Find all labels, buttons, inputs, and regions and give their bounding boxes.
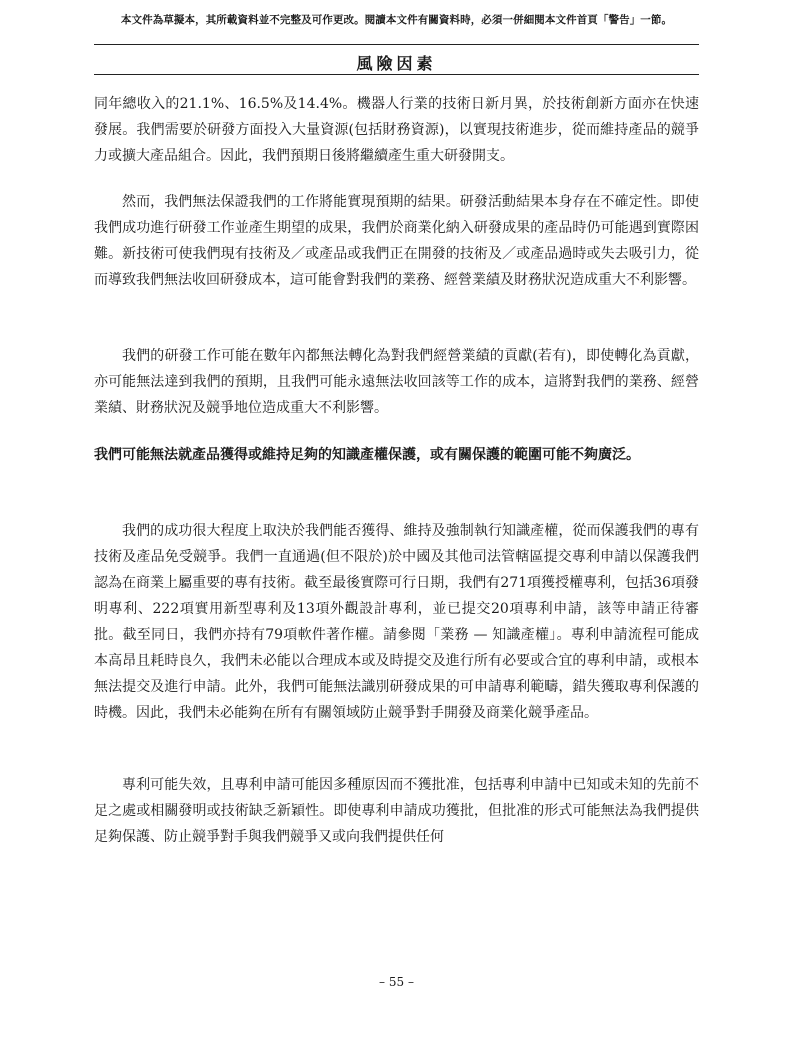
paragraph-4: 我們的成功很大程度上取決於我們能否獲得、維持及強制執行知識產權，從而保護我們的專有技術及產品免受競爭。我們一直通過(但不限於)於中國及其他司法管轄區提交專利申請以保護我們認為在商業上屬重要的專有技術。截至最後實際可行日期，我們有271項獲授權專利，包括36項發明專利、222項實用新型專利及13項外觀設計專利，並已提交20項專利申請，該等申請正待審批。截至同日，我們亦持有79項軟件著作權。請參閱「業務 — 知識產權」。專利申請流程可能成本高昂且耗時良久，我們未必能以合理成本或及時提交及進行所有必要或合宜的專利申請，或根本無法提交及進行申請。此外，我們可能無法識別研發成果的可申請專利範疇，錯失獲取專利保護的時機。因此，我們未必能夠在所有有關領域防止競爭對手開發及商業化競爭產品。: [94, 523, 699, 721]
paragraph-5: 專利可能失效，且專利申請可能因多種原因而不獲批准，包括專利申請中已知或未知的先前不足之處或相關發明或技術缺乏新穎性。即使專利申請成功獲批，但批准的形式可能無法為我們提供足夠保護、防止競爭對手與我們競爭又或向我們提供任何: [94, 777, 699, 845]
page-number: – 55 –: [379, 975, 414, 989]
header-divider: [94, 44, 699, 45]
draft-notice-header: 本文件為草擬本，其所載資料並不完整及可作更改。閱讀本文件有關資料時，必須一併細閱本文件首頁「警告」一節。: [120, 14, 673, 26]
paragraph-3: 我們的研發工作可能在數年內都無法轉化為對我們經營業績的貢獻(若有)，即使轉化為貢獻，亦可能無法達到我們的預期，且我們可能永遠無法收回該等工作的成本，這將對我們的業務、經營業績、財務狀況及競爭地位造成重大不利影響。: [94, 348, 699, 416]
subsection-heading: 我們可能無法就產品獲得或維持足夠的知識產權保護，或有關保護的範圍可能不夠廣泛。: [94, 447, 640, 463]
section-title-divider: [94, 74, 699, 75]
paragraph-2: 然而，我們無法保證我們的工作將能實現預期的結果。研發活動結果本身存在不確定性。即使我們成功進行研發工作並產生期望的成果，我們於商業化納入研發成果的產品時仍可能遇到實際困難。新技術可使我們現有技術及／或產品或我們正在開發的技術及／或產品過時或失去吸引力，從而導致我們無法收回研發成本，這可能會對我們的業務、經營業績及財務狀況造成重大不利影響。: [94, 194, 699, 288]
paragraph-1: 同年總收入的21.1%、16.5%及14.4%。機器人行業的技術日新月異，於技術創新方面亦在快速發展。我們需要於研發方面投入大量資源(包括財務資源)，以實現技術進步，從而維持產品的競爭力或擴大產品組合。因此，我們預期日後將繼續產生重大研發開支。: [94, 96, 699, 164]
section-title: 風險因素: [356, 54, 437, 73]
